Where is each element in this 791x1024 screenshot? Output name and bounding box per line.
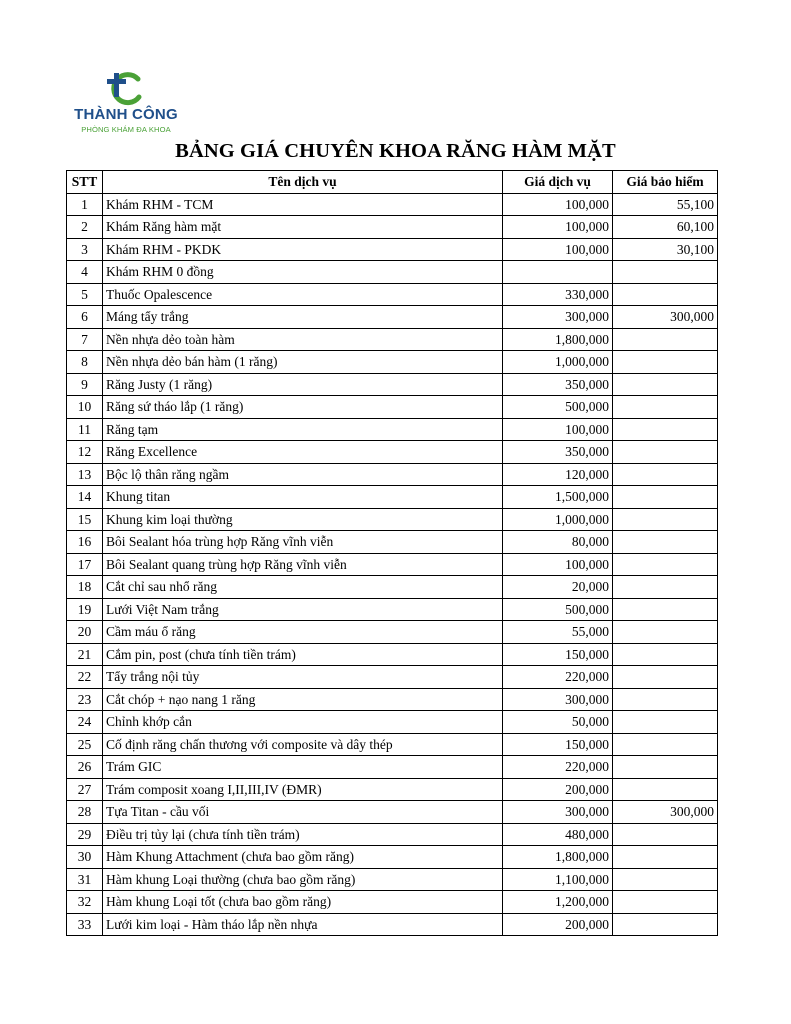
table-row <box>67 598 718 621</box>
service-name: Máng tẩy trắng <box>103 306 503 329</box>
insurance-price <box>613 891 718 914</box>
table-row <box>67 666 718 689</box>
row-number: 32 <box>67 891 103 914</box>
service-name: Răng Excellence <box>103 441 503 464</box>
insurance-price <box>613 373 718 396</box>
table-row <box>67 643 718 666</box>
row-number: 13 <box>67 463 103 486</box>
insurance-price <box>613 733 718 756</box>
service-price: 300,000 <box>503 801 613 824</box>
table-row <box>67 328 718 351</box>
service-price: 200,000 <box>503 913 613 936</box>
service-name: Nền nhựa dẻo toàn hàm <box>103 328 503 351</box>
service-price: 300,000 <box>503 306 613 329</box>
service-price: 1,000,000 <box>503 351 613 374</box>
service-name: Lưới Việt Nam trắng <box>103 598 503 621</box>
row-number: 6 <box>67 306 103 329</box>
service-price: 500,000 <box>503 598 613 621</box>
service-price: 80,000 <box>503 531 613 554</box>
service-price: 300,000 <box>503 688 613 711</box>
insurance-price: 30,100 <box>613 238 718 261</box>
table-row <box>67 778 718 801</box>
table-row <box>67 868 718 891</box>
table-row <box>67 463 718 486</box>
row-number: 20 <box>67 621 103 644</box>
table-row <box>67 216 718 239</box>
service-price: 100,000 <box>503 238 613 261</box>
table-row <box>67 418 718 441</box>
service-price: 100,000 <box>503 193 613 216</box>
insurance-price <box>613 688 718 711</box>
row-number: 5 <box>67 283 103 306</box>
row-number: 18 <box>67 576 103 599</box>
service-price: 350,000 <box>503 373 613 396</box>
insurance-price: 300,000 <box>613 306 718 329</box>
insurance-price <box>613 508 718 531</box>
logo-tagline: PHÒNG KHÁM ĐA KHOA <box>81 125 171 134</box>
table-row <box>67 756 718 779</box>
insurance-price <box>613 396 718 419</box>
table-row <box>67 193 718 216</box>
table-row <box>67 846 718 869</box>
table-row <box>67 711 718 734</box>
insurance-price: 55,100 <box>613 193 718 216</box>
service-name: Trám composit xoang I,II,III,IV (ĐMR) <box>103 778 503 801</box>
table-row <box>67 351 718 374</box>
service-price: 480,000 <box>503 823 613 846</box>
service-price: 1,800,000 <box>503 328 613 351</box>
service-price: 350,000 <box>503 441 613 464</box>
row-number: 27 <box>67 778 103 801</box>
service-name: Cầm máu ổ răng <box>103 621 503 644</box>
table-row <box>67 238 718 261</box>
service-name: Khung kim loại thường <box>103 508 503 531</box>
row-number: 24 <box>67 711 103 734</box>
insurance-price: 60,100 <box>613 216 718 239</box>
row-number: 22 <box>67 666 103 689</box>
service-price: 120,000 <box>503 463 613 486</box>
header-service-price: Giá dịch vụ <box>503 171 613 194</box>
row-number: 26 <box>67 756 103 779</box>
table-row <box>67 576 718 599</box>
service-price: 55,000 <box>503 621 613 644</box>
service-name: Trám GIC <box>103 756 503 779</box>
service-name: Bôi Sealant quang trùng hợp Răng vĩnh viễn <box>103 553 503 576</box>
service-name: Răng sứ tháo lắp (1 răng) <box>103 396 503 419</box>
insurance-price <box>613 846 718 869</box>
table-row <box>67 733 718 756</box>
table-header-row <box>67 171 718 194</box>
service-price: 1,200,000 <box>503 891 613 914</box>
table-row <box>67 508 718 531</box>
header-stt: STT <box>67 171 103 194</box>
service-price: 1,500,000 <box>503 486 613 509</box>
service-name: Bộc lộ thân răng ngầm <box>103 463 503 486</box>
service-price: 220,000 <box>503 666 613 689</box>
service-price: 500,000 <box>503 396 613 419</box>
row-number: 12 <box>67 441 103 464</box>
row-number: 4 <box>67 261 103 284</box>
table-row <box>67 531 718 554</box>
row-number: 3 <box>67 238 103 261</box>
table-row <box>67 801 718 824</box>
service-price: 1,800,000 <box>503 846 613 869</box>
table-row <box>67 283 718 306</box>
price-table <box>66 170 718 936</box>
service-name: Khám Răng hàm mặt <box>103 216 503 239</box>
insurance-price <box>613 576 718 599</box>
row-number: 29 <box>67 823 103 846</box>
service-price: 330,000 <box>503 283 613 306</box>
row-number: 30 <box>67 846 103 869</box>
row-number: 19 <box>67 598 103 621</box>
service-name: Hàm Khung Attachment (chưa bao gồm răng) <box>103 846 503 869</box>
service-name: Cố định răng chấn thương với composite và dây thép <box>103 733 503 756</box>
service-price: 200,000 <box>503 778 613 801</box>
service-price: 50,000 <box>503 711 613 734</box>
insurance-price <box>613 531 718 554</box>
row-number: 23 <box>67 688 103 711</box>
service-price: 20,000 <box>503 576 613 599</box>
table-row <box>67 486 718 509</box>
service-name: Hàm khung Loại thường (chưa bao gồm răng) <box>103 868 503 891</box>
clinic-logo <box>66 70 186 134</box>
service-name: Răng Justy (1 răng) <box>103 373 503 396</box>
insurance-price <box>613 463 718 486</box>
service-name: Cắt chỉ sau nhổ răng <box>103 576 503 599</box>
row-number: 7 <box>67 328 103 351</box>
service-name: Răng tạm <box>103 418 503 441</box>
service-name: Khám RHM - PKDK <box>103 238 503 261</box>
service-name: Hàm khung Loại tốt (chưa bao gồm răng) <box>103 891 503 914</box>
insurance-price <box>613 666 718 689</box>
insurance-price <box>613 418 718 441</box>
insurance-price <box>613 598 718 621</box>
table-row <box>67 913 718 936</box>
row-number: 14 <box>67 486 103 509</box>
table-row <box>67 261 718 284</box>
insurance-price <box>613 868 718 891</box>
table-row <box>67 688 718 711</box>
service-name: Cắt chóp + nạo nang 1 răng <box>103 688 503 711</box>
insurance-price <box>613 823 718 846</box>
row-number: 31 <box>67 868 103 891</box>
service-name: Điều trị tủy lại (chưa tính tiền trám) <box>103 823 503 846</box>
service-price: 150,000 <box>503 643 613 666</box>
row-number: 33 <box>67 913 103 936</box>
insurance-price <box>613 643 718 666</box>
row-number: 1 <box>67 193 103 216</box>
service-price: 100,000 <box>503 418 613 441</box>
row-number: 9 <box>67 373 103 396</box>
insurance-price <box>613 711 718 734</box>
insurance-price <box>613 913 718 936</box>
insurance-price <box>613 351 718 374</box>
table-row <box>67 373 718 396</box>
insurance-price <box>613 621 718 644</box>
service-name: Khám RHM - TCM <box>103 193 503 216</box>
row-number: 17 <box>67 553 103 576</box>
insurance-price <box>613 486 718 509</box>
service-name: Cắm pin, post (chưa tính tiền trám) <box>103 643 503 666</box>
row-number: 25 <box>67 733 103 756</box>
service-name: Thuốc Opalescence <box>103 283 503 306</box>
logo-name: THÀNH CÔNG <box>74 106 178 123</box>
service-name: Khung titan <box>103 486 503 509</box>
cross-logo-icon <box>104 70 144 106</box>
service-name: Chỉnh khớp cắn <box>103 711 503 734</box>
insurance-price <box>613 441 718 464</box>
insurance-price <box>613 283 718 306</box>
service-price: 100,000 <box>503 216 613 239</box>
header-insurance-price: Giá bảo hiểm <box>613 171 718 194</box>
service-price: 1,000,000 <box>503 508 613 531</box>
service-name: Lưới kim loại - Hàm tháo lắp nền nhựa <box>103 913 503 936</box>
row-number: 8 <box>67 351 103 374</box>
row-number: 15 <box>67 508 103 531</box>
table-row <box>67 441 718 464</box>
insurance-price <box>613 756 718 779</box>
service-price: 220,000 <box>503 756 613 779</box>
insurance-price <box>613 261 718 284</box>
header-service-name: Tên dịch vụ <box>103 171 503 194</box>
service-name: Tựa Titan - cầu vối <box>103 801 503 824</box>
service-price: 1,100,000 <box>503 868 613 891</box>
row-number: 2 <box>67 216 103 239</box>
table-row <box>67 823 718 846</box>
service-name: Bôi Sealant hóa trùng hợp Răng vĩnh viễn <box>103 531 503 554</box>
service-name: Khám RHM 0 đồng <box>103 261 503 284</box>
service-name: Tẩy trắng nội tủy <box>103 666 503 689</box>
service-price: 100,000 <box>503 553 613 576</box>
insurance-price <box>613 328 718 351</box>
service-name: Nền nhựa dẻo bán hàm (1 răng) <box>103 351 503 374</box>
row-number: 28 <box>67 801 103 824</box>
table-row <box>67 306 718 329</box>
service-price <box>503 261 613 284</box>
service-price: 150,000 <box>503 733 613 756</box>
table-row <box>67 891 718 914</box>
row-number: 21 <box>67 643 103 666</box>
row-number: 11 <box>67 418 103 441</box>
table-row <box>67 553 718 576</box>
row-number: 16 <box>67 531 103 554</box>
insurance-price <box>613 778 718 801</box>
insurance-price <box>613 553 718 576</box>
table-row <box>67 621 718 644</box>
insurance-price: 300,000 <box>613 801 718 824</box>
price-table-body <box>67 193 718 936</box>
row-number: 10 <box>67 396 103 419</box>
page-title: BẢNG GIÁ CHUYÊN KHOA RĂNG HÀM MẶT <box>175 140 616 162</box>
table-row <box>67 396 718 419</box>
